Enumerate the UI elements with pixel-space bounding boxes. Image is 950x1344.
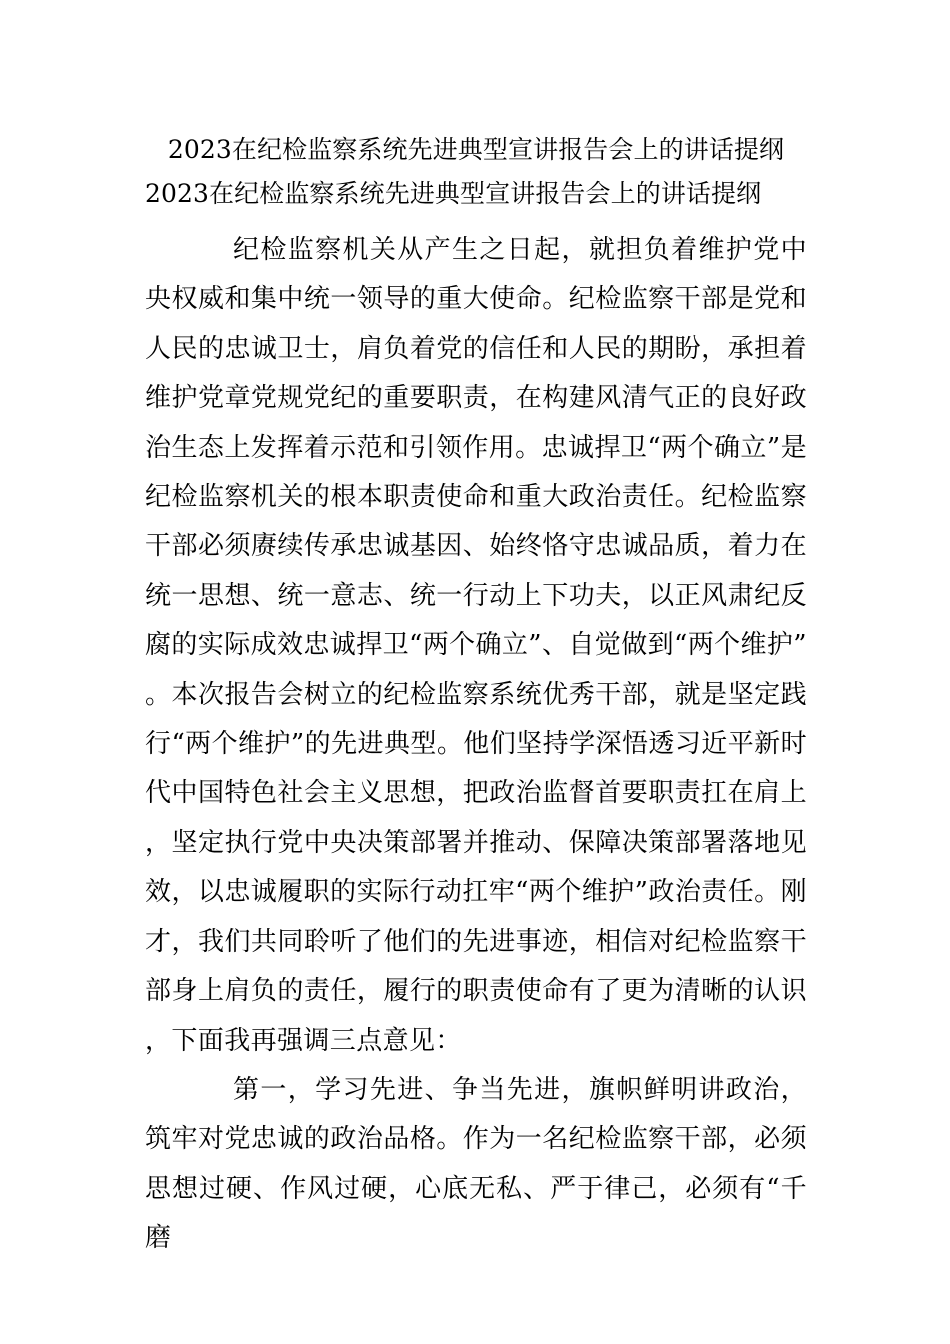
paragraph-point-one: 第一，学习先进、争当先进，旗帜鲜明讲政治，筑牢对党忠诚的政治品格。作为一名纪检监察干部，必须思想过硬、作风过硬，心底无私、严于律己，必须有“千磨 <box>145 1074 807 1254</box>
document-title: 2023在纪检监察系统先进典型宣讲报告会上的讲话提纲 <box>167 135 785 164</box>
document-subtitle: 2023在纪检监察系统先进典型宣讲报告会上的讲话提纲 <box>145 179 762 208</box>
paragraph-intro: 纪检监察机关从产生之日起，就担负着维护党中央权威和集中统一领导的重大使命。纪检监察干部是党和人民的忠诚卫士，肩负着党的信任和人民的期盼，承担着维护党章党规党纪的重要职责，在构建风清气正的良好政治生态上发挥着示范和引领作用。忠诚捍卫“两个确立”是纪检监察机关的根本职责使命和重大政治责任。纪检监察干部必须赓续传承忠诚基因、始终恪守忠诚品质，着力在统一思想、统一意志、统一行动上下功夫，以正风肃纪反腐的实际成效忠诚捍卫“两个确立”、自觉做到“两个维护”。本次报告会树立的纪检监察系统优秀干部，就是坚定践行“两个维护”的先进典型。他们坚持学深悟透习近平新时代中国特色社会主义思想，把政治监督首要职责扛在肩上，坚定执行党中央决策部署并推动、保障决策部署落地见效，以忠诚履职的实际行动扛牢“两个维护”政治责任。刚才，我们共同聆听了他们的先进事迹，相信对纪检监察干部身上肩负的责任，履行的职责使命有了更为清晰的认识，下面我再强调三点意见： <box>145 235 807 1056</box>
document-body <box>145 128 807 1264</box>
